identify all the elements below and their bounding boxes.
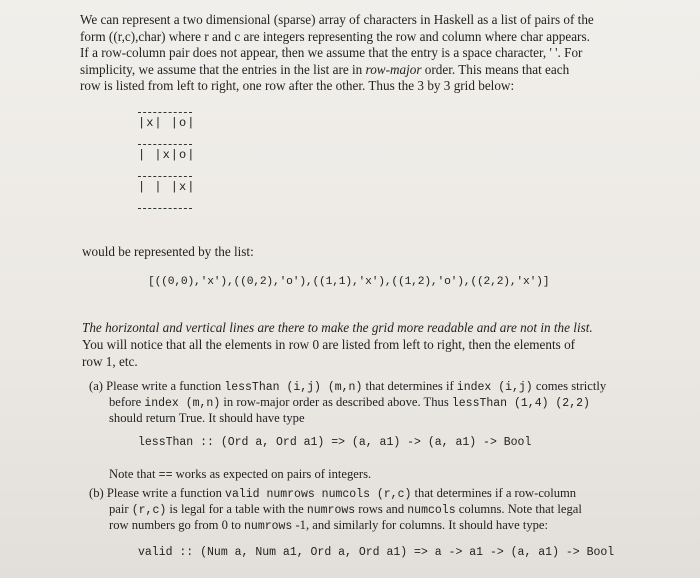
note-eq-text: works as expected on pairs of integers.	[172, 467, 372, 481]
part-a-type-signature: lessThan :: (Ord a, Ord a1) => (a, a1) -> (a, a1) -> Bool	[138, 436, 532, 449]
list-code: [((0,0),'x'),((0,2),'o'),((1,1),'x'),((1,2),'o'),((2,2),'x')]	[148, 276, 550, 288]
part-b-text: that determines if a row-column	[411, 486, 577, 500]
part-a-code: index (i,j)	[456, 381, 533, 394]
part-a-text: (a) Please write a function	[89, 379, 225, 393]
row-major-term: row-major	[365, 61, 422, 77]
part-a-code: index (m,n)	[144, 397, 221, 410]
grid-separator	[138, 133, 192, 145]
grid-separator	[138, 165, 192, 177]
part-a-code: lessThan (1,4) (2,2)	[451, 397, 590, 410]
intro-paragraph	[80, 12, 658, 95]
part-b-text: pair	[109, 502, 132, 516]
part-b-type-signature: valid :: (Num a, Num a1, Ord a, Ord a1) => a -> a1 -> (a, a1) -> Bool	[138, 546, 615, 559]
part-a-text: in row-major order as described above. Thus	[220, 395, 452, 409]
part-a-code: lessThan (i,j) (m,n)	[224, 381, 363, 394]
intro-line: form ((r,c),char) where r and c are integers representing the row and column where char appears.	[80, 28, 590, 44]
part-a-text: comes strictly	[532, 379, 607, 393]
note-eq-line	[109, 466, 371, 485]
part-b-code: (r,c)	[131, 504, 167, 517]
part-b-text: columns. Note that legal	[455, 502, 582, 516]
part-b-code: numrows	[306, 504, 356, 517]
intro-text: simplicity, we assume that the entries in the list are in	[80, 61, 366, 77]
part-a-text: that determines if	[362, 379, 457, 393]
part-b-text: -1, and similarly for columns. It should have type:	[292, 518, 549, 532]
note-eq-text: Note that	[109, 467, 159, 481]
note-eq-code: ==	[158, 469, 173, 482]
grid-separator	[138, 101, 192, 113]
note-line: row 1, etc.	[82, 354, 138, 369]
intro-line	[80, 62, 658, 79]
intro-line: If a row-column pair does not appear, then we assume that the entry is a space character, ' '. For	[80, 45, 583, 61]
grid-illustration	[138, 101, 198, 209]
part-b-line	[109, 517, 548, 536]
grid-row: |x| |o|	[138, 116, 196, 130]
part-b-text: rows and	[355, 502, 408, 516]
grid-separator	[138, 197, 192, 209]
intro-line: We can represent a two dimensional (sparse) array of characters in Haskell as a list of pairs of the	[80, 12, 594, 27]
note-line: You will notice that all the elements in row 0 are listed from left to right, then the elements of	[82, 337, 576, 352]
part-b-code: numcols	[407, 504, 456, 517]
part-a-text: before	[109, 395, 145, 409]
grid-row: | |x|o|	[138, 148, 196, 162]
intro-line: row is listed from left to right, one row after the other. Thus the 3 by 3 grid below:	[80, 78, 515, 94]
part-b-code: valid numrows numcols (r,c)	[225, 488, 412, 501]
part-b-code: numrows	[244, 520, 293, 533]
represented-text: would be represented by the list:	[82, 244, 254, 259]
part-b-text: row numbers go from 0 to	[109, 518, 245, 532]
note-line: The horizontal and vertical lines are there to make the grid more readable and are not in the list.	[82, 320, 593, 335]
part-a-line: should return True. It should have type	[109, 411, 305, 425]
grid-row: | | |x|	[138, 180, 196, 194]
part-b-text: (b) Please write a function	[89, 486, 226, 500]
part-b-text: is legal for a table with the	[166, 502, 307, 516]
intro-text: order. This means that each	[421, 61, 570, 77]
